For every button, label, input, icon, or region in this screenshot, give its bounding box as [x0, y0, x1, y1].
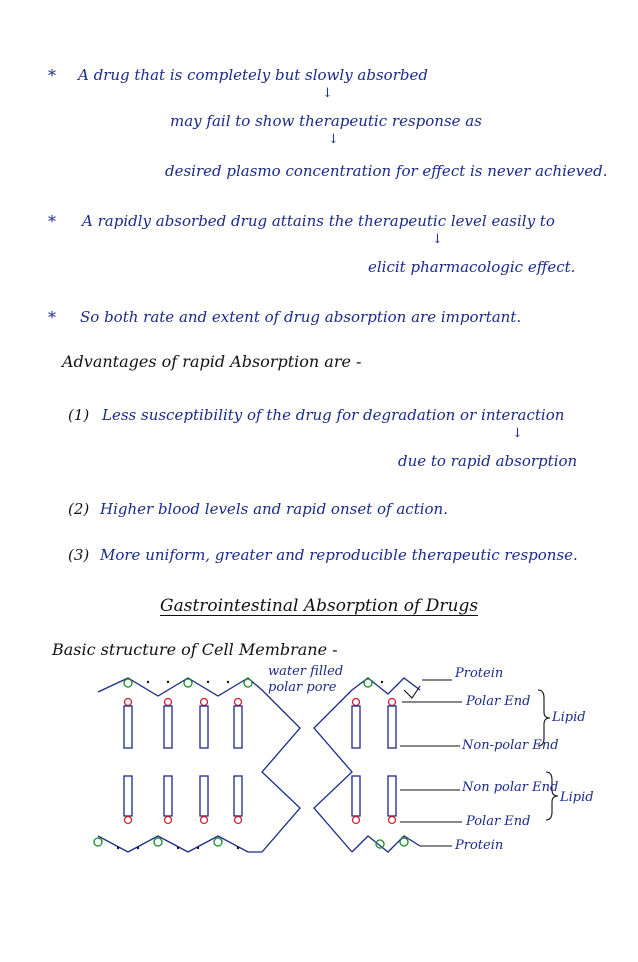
label-nonpolar-end-top: Non-polar End	[462, 738, 559, 753]
arrow-down-icon: ↓	[432, 232, 443, 247]
advantage-item: Less susceptibility of the drug for degradation or interaction	[102, 406, 565, 424]
label-polar-end-top: Polar End	[466, 694, 531, 709]
note-line: A rapidly absorbed drug attains the therapeutic level easily to	[82, 212, 555, 230]
label-lipid-bottom: Lipid	[560, 790, 594, 805]
arrow-down-icon: ↓	[322, 86, 333, 101]
label-lipid-top: Lipid	[552, 710, 586, 725]
protein-layer-bottom-right	[352, 836, 420, 852]
bullet-star: *	[48, 308, 56, 327]
pore-label: water filled	[268, 664, 344, 679]
pore-label: polar pore	[268, 680, 337, 695]
pore-wall-left	[262, 690, 300, 852]
lipid-tails-top	[124, 699, 396, 749]
advantage-item: due to rapid absorption	[398, 452, 578, 470]
arrow-down-icon: ↓	[328, 132, 339, 147]
protein-layer-top-right	[352, 678, 420, 694]
protein-layer-bottom-left	[98, 836, 262, 852]
lipid-tails-bottom	[124, 776, 396, 824]
label-nonpolar-end-bottom: Non polar End	[462, 780, 559, 795]
protein-layer-top-left	[98, 678, 262, 696]
arrow-down-icon: ↓	[512, 426, 523, 441]
label-protein-top: Protein	[455, 666, 504, 681]
label-protein-bottom: Protein	[455, 838, 504, 853]
label-leader-lines	[400, 680, 462, 846]
advantages-heading: Advantages of rapid Absorption are -	[62, 352, 362, 371]
bullet-star: *	[48, 66, 56, 85]
note-line: desired plasmo concentration for effect is never achieved.	[165, 162, 608, 180]
advantage-item: Higher blood levels and rapid onset of action.	[100, 500, 448, 518]
membrane-heading: Basic structure of Cell Membrane -	[52, 640, 338, 659]
note-line: A drug that is completely but slowly absorbed	[78, 66, 428, 84]
pore-wall-right	[314, 690, 352, 852]
section-title: Gastrointestinal Absorption of Drugs	[160, 596, 479, 616]
note-line: elicit pharmacologic effect.	[368, 258, 576, 276]
item-number: (3)	[68, 546, 90, 564]
note-line: may fail to show therapeutic response as	[170, 112, 482, 130]
note-line: So both rate and extent of drug absorption are important.	[80, 308, 522, 326]
advantage-item: More uniform, greater and reproducible therapeutic response.	[100, 546, 578, 564]
bullet-star: *	[48, 212, 56, 231]
item-number: (2)	[68, 500, 90, 518]
label-polar-end-bottom: Polar End	[466, 814, 531, 829]
item-number: (1)	[68, 406, 90, 424]
